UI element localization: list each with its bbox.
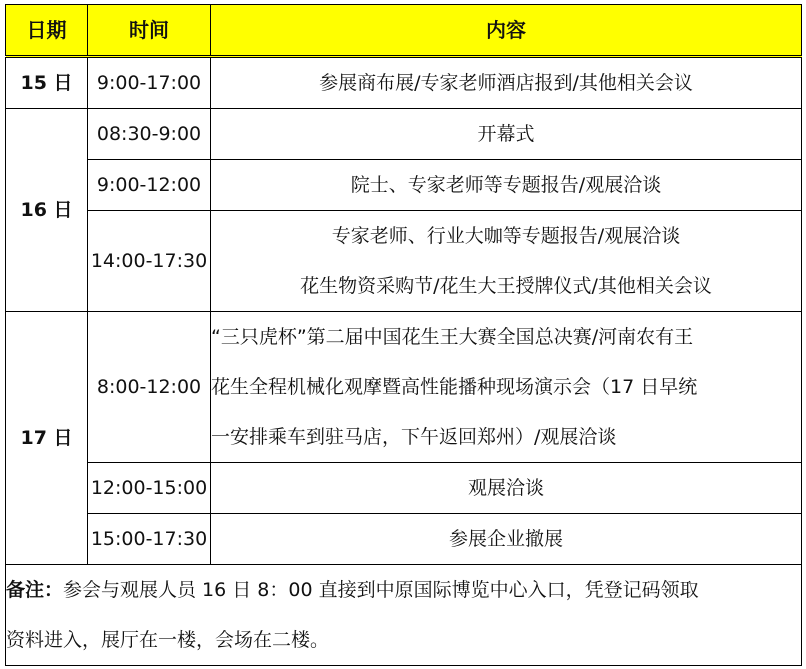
day-cell-16: 16 日 bbox=[6, 109, 88, 312]
time-cell: 12:00-15:00 bbox=[88, 463, 211, 514]
table-row bbox=[6, 463, 802, 514]
content-line: 开幕式 bbox=[477, 123, 535, 145]
time-cell: 14:00-17:30 bbox=[88, 211, 211, 312]
content-cell bbox=[211, 463, 802, 514]
content-cell bbox=[211, 57, 802, 109]
content-cell bbox=[211, 312, 802, 463]
note-text-1: 参会与观展人员 16 日 8：00 直接到中原国际博览中心入口，凭登记码领取 bbox=[63, 579, 699, 601]
content-line: 一安排乘车到驻马店，下午返回郑州）/观展洽谈 bbox=[211, 426, 617, 448]
content-line: 院士、专家老师等专题报告/观展洽谈 bbox=[350, 174, 662, 196]
time-cell: 9:00-12:00 bbox=[88, 160, 211, 211]
table-row bbox=[6, 57, 802, 109]
content-line: 专家老师、行业大咖等专题报告/观展洽谈 bbox=[331, 225, 681, 247]
time-cell: 08:30-9:00 bbox=[88, 109, 211, 160]
table-row bbox=[6, 312, 802, 463]
table-row bbox=[6, 514, 802, 565]
note-label: 备注： bbox=[6, 579, 64, 601]
time-cell: 8:00-12:00 bbox=[88, 312, 211, 463]
day-cell-17: 17 日 bbox=[6, 312, 88, 565]
content-line: 花生物资采购节/花生大王授牌仪式/其他相关会议 bbox=[300, 275, 712, 297]
time-cell: 9:00-17:00 bbox=[88, 57, 211, 109]
content-cell bbox=[211, 109, 802, 160]
note-line-2: 资料进入，展厅在一楼，会场在二楼。 bbox=[6, 629, 330, 651]
content-line: 参展企业撤展 bbox=[448, 528, 563, 550]
content-line: 观展洽谈 bbox=[467, 477, 544, 499]
time-cell: 15:00-17:30 bbox=[88, 514, 211, 565]
table-row bbox=[6, 211, 802, 312]
content-line: 花生全程机械化观摩暨高性能播种现场演示会（17 日早统 bbox=[211, 376, 698, 398]
note-row bbox=[6, 565, 802, 666]
table-row bbox=[6, 109, 802, 160]
content-line: 参展商布展/专家老师酒店报到/其他相关会议 bbox=[319, 72, 693, 94]
content-line: “三只虎杯”第二届中国花生王大赛全国总决赛/河南农有王 bbox=[211, 326, 694, 348]
header-row bbox=[6, 5, 802, 57]
content-cell bbox=[211, 160, 802, 211]
header-day: 日期 bbox=[6, 5, 88, 57]
schedule-table bbox=[5, 4, 802, 666]
day-cell-15: 15 日 bbox=[6, 57, 88, 109]
note-cell bbox=[6, 565, 802, 666]
header-content: 内容 bbox=[211, 5, 802, 57]
note-line-1 bbox=[6, 565, 801, 615]
header-time: 时间 bbox=[88, 5, 211, 57]
content-cell bbox=[211, 514, 802, 565]
table-row bbox=[6, 160, 802, 211]
content-cell bbox=[211, 211, 802, 312]
